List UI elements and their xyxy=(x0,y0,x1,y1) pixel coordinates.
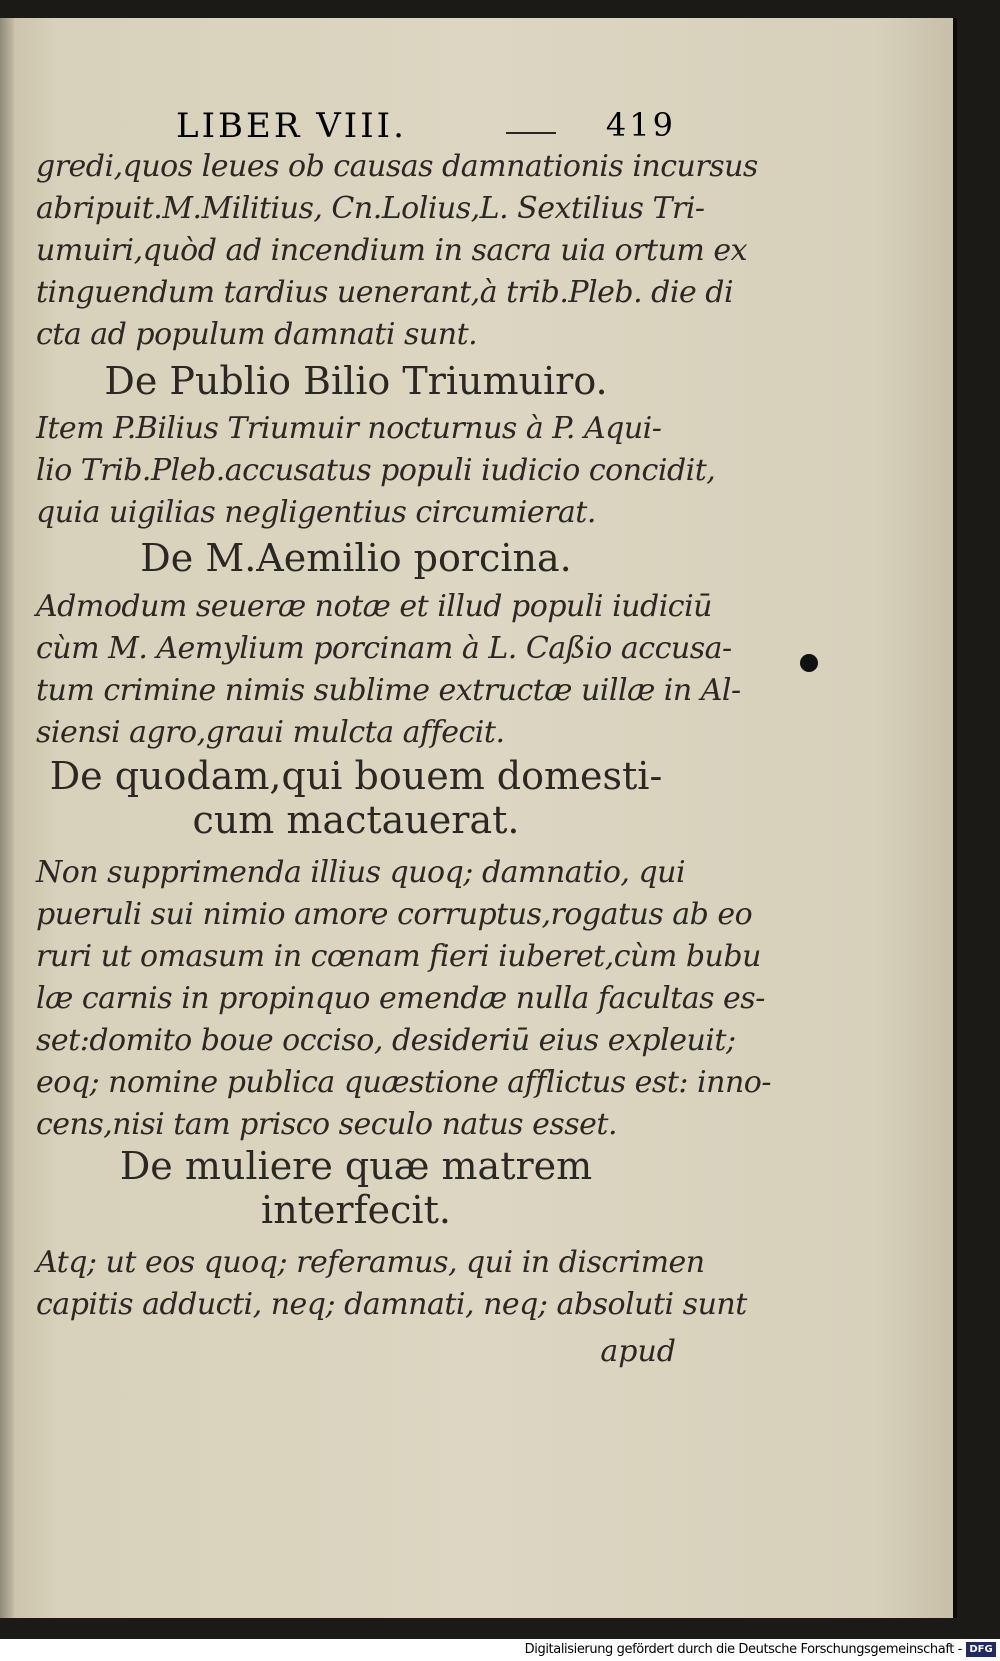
book-page xyxy=(0,18,957,1618)
text-line: cens,nisi tam prisco seculo natus esset. xyxy=(36,1107,617,1142)
text-line: tinguendum tardius uenerant,à trib.Pleb. die di xyxy=(36,275,734,310)
text-line: Atq; ut eos quoq; referamus, qui in discrimen xyxy=(36,1245,705,1280)
text-line: lio Trib.Pleb.accusatus populi iudicio concidit, xyxy=(36,453,716,488)
text-line: abripuit.M.Militius, Cn.Lolius,L. Sextilius Tri- xyxy=(36,191,705,226)
text-line: ruri ut omasum in cœnam fieri iuberet,cùm bubu xyxy=(36,939,761,974)
section-heading: De M.Aemilio porcina. xyxy=(140,536,572,580)
text-line: pueruli sui nimio amore corruptus,rogatus ab eo xyxy=(36,897,753,932)
text-line: set:domito boue occiso, desideriū eius expleuit; xyxy=(36,1023,736,1058)
text-line: siensi agro,graui mulcta affecit. xyxy=(36,715,505,750)
text-line: tum crimine nimis sublime extructæ uillæ in Al- xyxy=(36,673,741,708)
dfg-logo: DFG xyxy=(966,1642,996,1657)
text-line: Admodum seueræ notæ et illud populi iudiciū xyxy=(36,589,712,624)
section-heading: De quodam,qui bouem domesti- xyxy=(49,754,663,798)
text-line: Non supprimenda illius quoq; damnatio, qui xyxy=(36,855,686,890)
header-rule xyxy=(506,132,556,134)
catchword: apud xyxy=(600,1334,676,1369)
funding-credit: Digitalisierung gefördert durch die Deutsche Forschungsgemeinschaft - xyxy=(524,1642,962,1657)
section-heading: De Publio Bilio Triumuiro. xyxy=(104,359,608,403)
text-line: cta ad populum damnati sunt. xyxy=(36,317,478,352)
section-heading: De muliere quæ matrem xyxy=(119,1144,593,1188)
ink-spot xyxy=(800,654,818,672)
running-title: LIBER VIII. xyxy=(176,106,407,146)
text-line: Item P.Bilius Triumuir nocturnus à P. Aqui- xyxy=(36,411,662,446)
text-line: eoq; nomine publica quæstione afflictus est: inno- xyxy=(36,1065,771,1100)
text-line: umuiri,quòd ad incendium in sacra uia ortum ex xyxy=(36,233,748,268)
page-gutter xyxy=(0,18,14,1618)
page-number: 419 xyxy=(605,106,676,144)
text-line: capitis adducti, neq; damnati, neq; absoluti sunt xyxy=(36,1287,747,1322)
section-heading: interfecit. xyxy=(261,1188,451,1232)
digitization-footer xyxy=(0,1639,1000,1661)
text-line: læ carnis in propinquo emendæ nulla facultas es- xyxy=(36,981,765,1016)
text-line: quia uigilias negligentius circumierat. xyxy=(36,495,596,530)
text-line: gredi,quos leues ob causas damnationis incursus xyxy=(36,149,758,184)
section-heading: cum mactauerat. xyxy=(192,798,520,842)
text-line: cùm M. Aemylium porcinam à L. Caßio accusa- xyxy=(36,631,732,666)
